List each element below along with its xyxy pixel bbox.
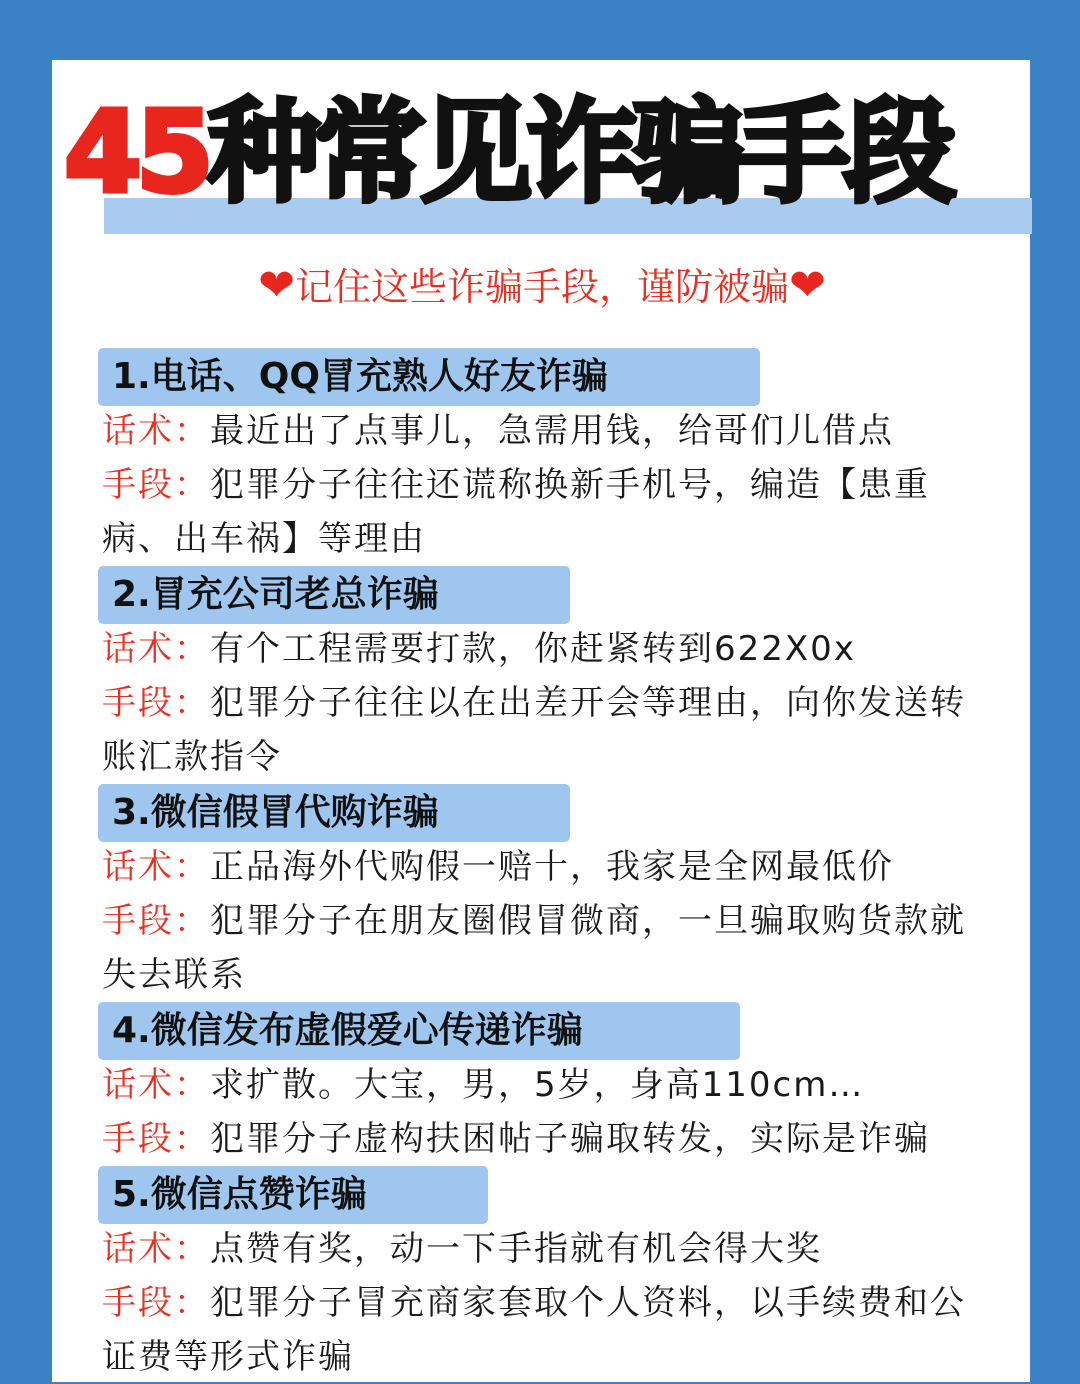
method-label: 手段： bbox=[102, 683, 210, 723]
method-text: 犯罪分子往往还谎称换新手机号，编造【患重病、出车祸】等理由 bbox=[102, 465, 930, 559]
method-line bbox=[102, 894, 982, 1002]
speech-line bbox=[102, 1058, 982, 1112]
method-text: 犯罪分子虚构扶困帖子骗取转发，实际是诈骗 bbox=[210, 1119, 930, 1159]
method-text: 犯罪分子往往以在出差开会等理由，向你发送转账汇款指令 bbox=[102, 683, 966, 777]
section-heading: 2.冒充公司老总诈骗 bbox=[98, 566, 570, 624]
heart-icon: ❤ bbox=[789, 260, 826, 311]
title-text: 种常见诈骗手段 bbox=[207, 88, 950, 218]
speech-line bbox=[102, 622, 982, 676]
speech-text: 最近出了点事儿，急需用钱，给哥们儿借点 bbox=[210, 411, 894, 451]
section-heading: 1.电话、QQ冒充熟人好友诈骗 bbox=[98, 348, 760, 406]
speech-text: 求扩散。大宝，男，5岁，身高110cm… bbox=[210, 1065, 865, 1105]
method-line bbox=[102, 458, 982, 566]
speech-label: 话术： bbox=[102, 1229, 210, 1269]
speech-label: 话术： bbox=[102, 1065, 210, 1105]
method-text: 犯罪分子在朋友圈假冒微商，一旦骗取购货款就失去联系 bbox=[102, 901, 966, 995]
speech-line bbox=[102, 404, 982, 458]
speech-text: 有个工程需要打款，你赶紧转到622X0x bbox=[210, 629, 856, 669]
section-heading: 5.微信点赞诈骗 bbox=[98, 1166, 488, 1224]
subtitle-text: 记住这些诈骗手段，谨防被骗 bbox=[294, 265, 789, 309]
speech-text: 点赞有奖，动一下手指就有机会得大奖 bbox=[210, 1229, 822, 1269]
section-heading: 3.微信假冒代购诈骗 bbox=[98, 784, 570, 842]
section-heading: 4.微信发布虚假爱心传递诈骗 bbox=[98, 1002, 740, 1060]
method-label: 手段： bbox=[102, 1283, 210, 1323]
speech-label: 话术： bbox=[102, 629, 210, 669]
speech-line bbox=[102, 1222, 982, 1276]
method-text: 犯罪分子冒充商家套取个人资料，以手续费和公证费等形式诈骗 bbox=[102, 1283, 966, 1377]
speech-label: 话术： bbox=[102, 847, 210, 887]
method-line bbox=[102, 1276, 982, 1384]
page-title bbox=[64, 88, 950, 218]
subtitle bbox=[202, 260, 882, 313]
poster-card bbox=[52, 60, 1030, 1382]
method-line bbox=[102, 1112, 982, 1166]
method-label: 手段： bbox=[102, 465, 210, 505]
title-number: 45 bbox=[64, 88, 208, 218]
speech-line bbox=[102, 840, 982, 894]
speech-label: 话术： bbox=[102, 411, 210, 451]
method-label: 手段： bbox=[102, 901, 210, 941]
method-label: 手段： bbox=[102, 1119, 210, 1159]
method-line bbox=[102, 676, 982, 784]
speech-text: 正品海外代购假一赔十，我家是全网最低价 bbox=[210, 847, 894, 887]
heart-icon: ❤ bbox=[258, 260, 295, 311]
